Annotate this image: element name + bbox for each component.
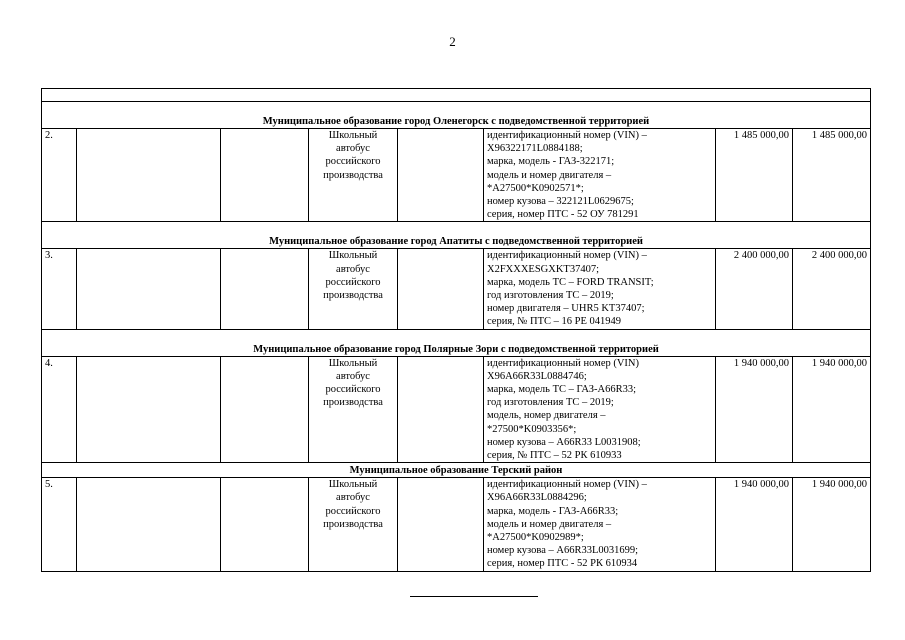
- desc-line: X96A66R33L0884296;: [487, 492, 587, 504]
- section-title: Муниципальное образование город Апатиты с подведомственной территорией: [42, 222, 871, 249]
- desc-line: серия, номер ПТС - 52 РК 610934: [487, 558, 638, 570]
- empty-cell: [221, 249, 309, 329]
- desc-line: марка, модель - ГАЗ-А66R33;: [487, 505, 619, 517]
- type-line: производства: [323, 518, 383, 530]
- type-line: производства: [323, 397, 383, 409]
- vehicle-table: [41, 88, 871, 572]
- section-title: Муниципальное образование город Оленегорск с подведомственной территорией: [42, 102, 871, 129]
- section-title-row: [42, 102, 871, 129]
- empty-cell: [221, 129, 309, 222]
- desc-line: *A27500*K0902571*;: [487, 182, 584, 194]
- section-title-row: [42, 329, 871, 356]
- total-price: 1 940 000,00: [793, 356, 871, 463]
- desc-line: модель и номер двигателя –: [487, 518, 612, 530]
- vehicle-description: [484, 129, 716, 222]
- unit-price: 2 400 000,00: [716, 249, 793, 329]
- vehicle-description: [484, 356, 716, 463]
- type-line: производства: [323, 169, 383, 181]
- vehicle-description: [484, 249, 716, 329]
- empty-cell: [221, 356, 309, 463]
- desc-line: идентификационный номер (VIN) –: [487, 479, 647, 491]
- total-price: 2 400 000,00: [793, 249, 871, 329]
- total-price: 1 940 000,00: [793, 478, 871, 571]
- empty-cell: [77, 129, 221, 222]
- section-title-row: [42, 463, 871, 478]
- vehicle-type: [309, 478, 398, 571]
- desc-line: *A27500*K0902989*;: [487, 532, 584, 544]
- desc-line: серия, № ПТС – 16 РЕ 041949: [487, 316, 622, 328]
- footer-divider: [410, 596, 538, 597]
- desc-line: модель и номер двигателя –: [487, 169, 612, 181]
- section-title-row: [42, 222, 871, 249]
- desc-line: идентификационный номер (VIN): [487, 357, 640, 369]
- vehicle-row: [42, 249, 871, 329]
- vehicle-type: [309, 129, 398, 222]
- desc-line: идентификационный номер (VIN) –: [487, 130, 647, 141]
- desc-line: X96322171L0884188;: [487, 143, 583, 155]
- vehicle-type: [309, 356, 398, 463]
- desc-line: номер кузова – А66R33 L0031908;: [487, 436, 641, 448]
- desc-line: номер двигателя – UHR5 KT37407;: [487, 303, 645, 315]
- type-line: автобус: [336, 263, 370, 275]
- unit-price: 1 485 000,00: [716, 129, 793, 222]
- row-number: 4.: [42, 356, 77, 463]
- total-price: 1 485 000,00: [793, 129, 871, 222]
- desc-line: идентификационный номер (VIN) –: [487, 250, 647, 262]
- type-line: Школьный: [328, 250, 378, 262]
- table-header-row: [42, 89, 871, 102]
- desc-line: модель, номер двигателя –: [487, 410, 606, 422]
- desc-line: номер кузова – A66R33L0031699;: [487, 545, 639, 557]
- vehicle-row: [42, 478, 871, 571]
- desc-line: серия, № ПТС – 52 РК 610933: [487, 450, 622, 462]
- empty-cell: [77, 356, 221, 463]
- empty-cell: [398, 478, 484, 571]
- empty-cell: [221, 478, 309, 571]
- type-line: российского: [325, 156, 381, 168]
- desc-line: год изготовления ТС – 2019;: [487, 397, 614, 409]
- type-line: Школьный: [328, 357, 378, 369]
- type-line: российского: [325, 276, 381, 288]
- vehicle-row: [42, 356, 871, 463]
- type-line: Школьный: [328, 130, 378, 141]
- type-line: Школьный: [328, 479, 378, 491]
- desc-line: марка, модель ТС – FORD TRANSIT;: [487, 276, 654, 288]
- row-number: 5.: [42, 478, 77, 571]
- type-line: автобус: [336, 492, 370, 504]
- header-cell: [42, 89, 871, 102]
- type-line: автобус: [336, 143, 370, 155]
- page-number: 2: [449, 34, 456, 49]
- desc-line: серия, номер ПТС - 52 ОУ 781291: [487, 209, 639, 221]
- type-line: российского: [325, 505, 381, 517]
- desc-line: марка, модель - ГАЗ-322171;: [487, 156, 615, 168]
- desc-line: X96A66R33L0884746;: [487, 370, 587, 382]
- type-line: производства: [323, 290, 383, 302]
- section-title: Муниципальное образование Терский район: [42, 463, 871, 478]
- section-title: Муниципальное образование город Полярные Зори с подведомственной территорией: [42, 329, 871, 356]
- desc-line: номер кузова – 322121L0629675;: [487, 196, 634, 208]
- type-line: российского: [325, 384, 381, 396]
- row-number: 2.: [42, 129, 77, 222]
- type-line: автобус: [336, 370, 370, 382]
- empty-cell: [398, 249, 484, 329]
- vehicle-type: [309, 249, 398, 329]
- unit-price: 1 940 000,00: [716, 478, 793, 571]
- empty-cell: [398, 356, 484, 463]
- empty-cell: [77, 478, 221, 571]
- unit-price: 1 940 000,00: [716, 356, 793, 463]
- desc-line: X2FXXXESGXKT37407;: [487, 263, 600, 275]
- row-number: 3.: [42, 249, 77, 329]
- empty-cell: [398, 129, 484, 222]
- desc-line: марка, модель ТС – ГАЗ-А66R33;: [487, 384, 637, 396]
- desc-line: год изготовления ТС – 2019;: [487, 290, 614, 302]
- vehicle-row: [42, 129, 871, 222]
- desc-line: *27500*K0903356*;: [487, 423, 577, 435]
- vehicle-description: [484, 478, 716, 571]
- empty-cell: [77, 249, 221, 329]
